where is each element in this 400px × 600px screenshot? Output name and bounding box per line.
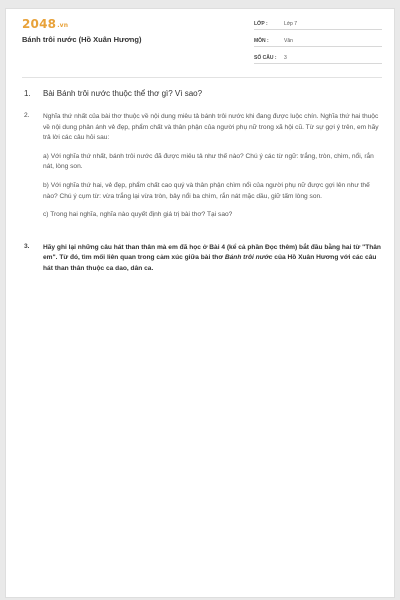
question-number: 1. xyxy=(24,89,31,98)
site-logo[interactable] xyxy=(22,17,68,31)
question-body xyxy=(43,243,384,283)
logo-text: 2048 xyxy=(22,17,57,31)
worksheet-header xyxy=(6,9,394,77)
question-body xyxy=(43,112,384,229)
meta-row-count xyxy=(254,50,382,64)
poem-title: Bánh trôi nước xyxy=(224,254,273,262)
question-list xyxy=(24,89,384,297)
meta-row-class xyxy=(254,16,382,30)
meta-value: Lớp 7 xyxy=(284,21,298,27)
logo-tld: .vn xyxy=(57,22,69,29)
meta-value: 3 xyxy=(284,55,287,61)
meta-label: SỐ CÂU : xyxy=(254,55,277,61)
question-number: 2. xyxy=(24,112,30,119)
question-text-part1: Hãy ghi lại những câu hát than thân mà em đã học ở Bài 4 (kể cả phần Đọc thêm) bắt đầu bằng hai từ "Thân em". Từ đó, tìm mối liên quan trong cảm xúc giữa bài thơ xyxy=(43,243,381,262)
question-intro: Nghĩa thứ nhất của bài thơ thuộc về nội dung miêu tả bánh trôi nước khi đang được luộc chín. Nghĩa thứ hai thuộc về nội dung phản ánh vẻ đẹp, phẩm chất và thân phận của người phụ nữ trong xã hội cũ. Từ sự gợi ý trên, em hãy trả lời các câu hỏi sau: xyxy=(43,113,379,142)
header-divider xyxy=(22,77,382,78)
question-text: Bài Bánh trôi nước thuộc thể thơ gì? Vì sao? xyxy=(43,89,203,98)
sub-question-b: b) Với nghĩa thứ hai, vẻ đẹp, phẩm chất cao quý và thân phận chìm nổi của người phụ nữ được gợi lên như thế nào? Chú ý cụm từ: vừa trắng lại vừa tròn, bảy nổi ba chìm, rắn nát mặc dầu, giữ tấm lòng son. xyxy=(43,181,370,200)
meta-info xyxy=(254,16,382,67)
question-2 xyxy=(24,112,384,229)
meta-label: MÔN : xyxy=(254,38,269,44)
meta-row-subject xyxy=(254,33,382,47)
question-3 xyxy=(24,243,384,283)
document-title: Bánh trôi nước (Hồ Xuân Hương) xyxy=(22,35,142,44)
meta-label: LỚP : xyxy=(254,21,268,27)
question-number: 3. xyxy=(24,242,30,250)
question-1 xyxy=(24,89,384,98)
sub-question-a: a) Với nghĩa thứ nhất, bánh trôi nước đã được miêu tả như thế nào? Chú ý các từ ngữ: trắng, tròn, chìm, nổi, rắn nát, lòng son. xyxy=(43,152,374,171)
sub-question-c: c) Trong hai nghĩa, nghĩa nào quyết định giá trị bài thơ? Tại sao? xyxy=(43,211,233,219)
question-text-part2: của Hồ Xuân Hương với các câu hát than thân thuộc ca dao, dân ca. xyxy=(43,254,377,272)
worksheet-page xyxy=(5,8,395,598)
question-text xyxy=(43,243,384,275)
meta-value: Văn xyxy=(284,38,293,44)
